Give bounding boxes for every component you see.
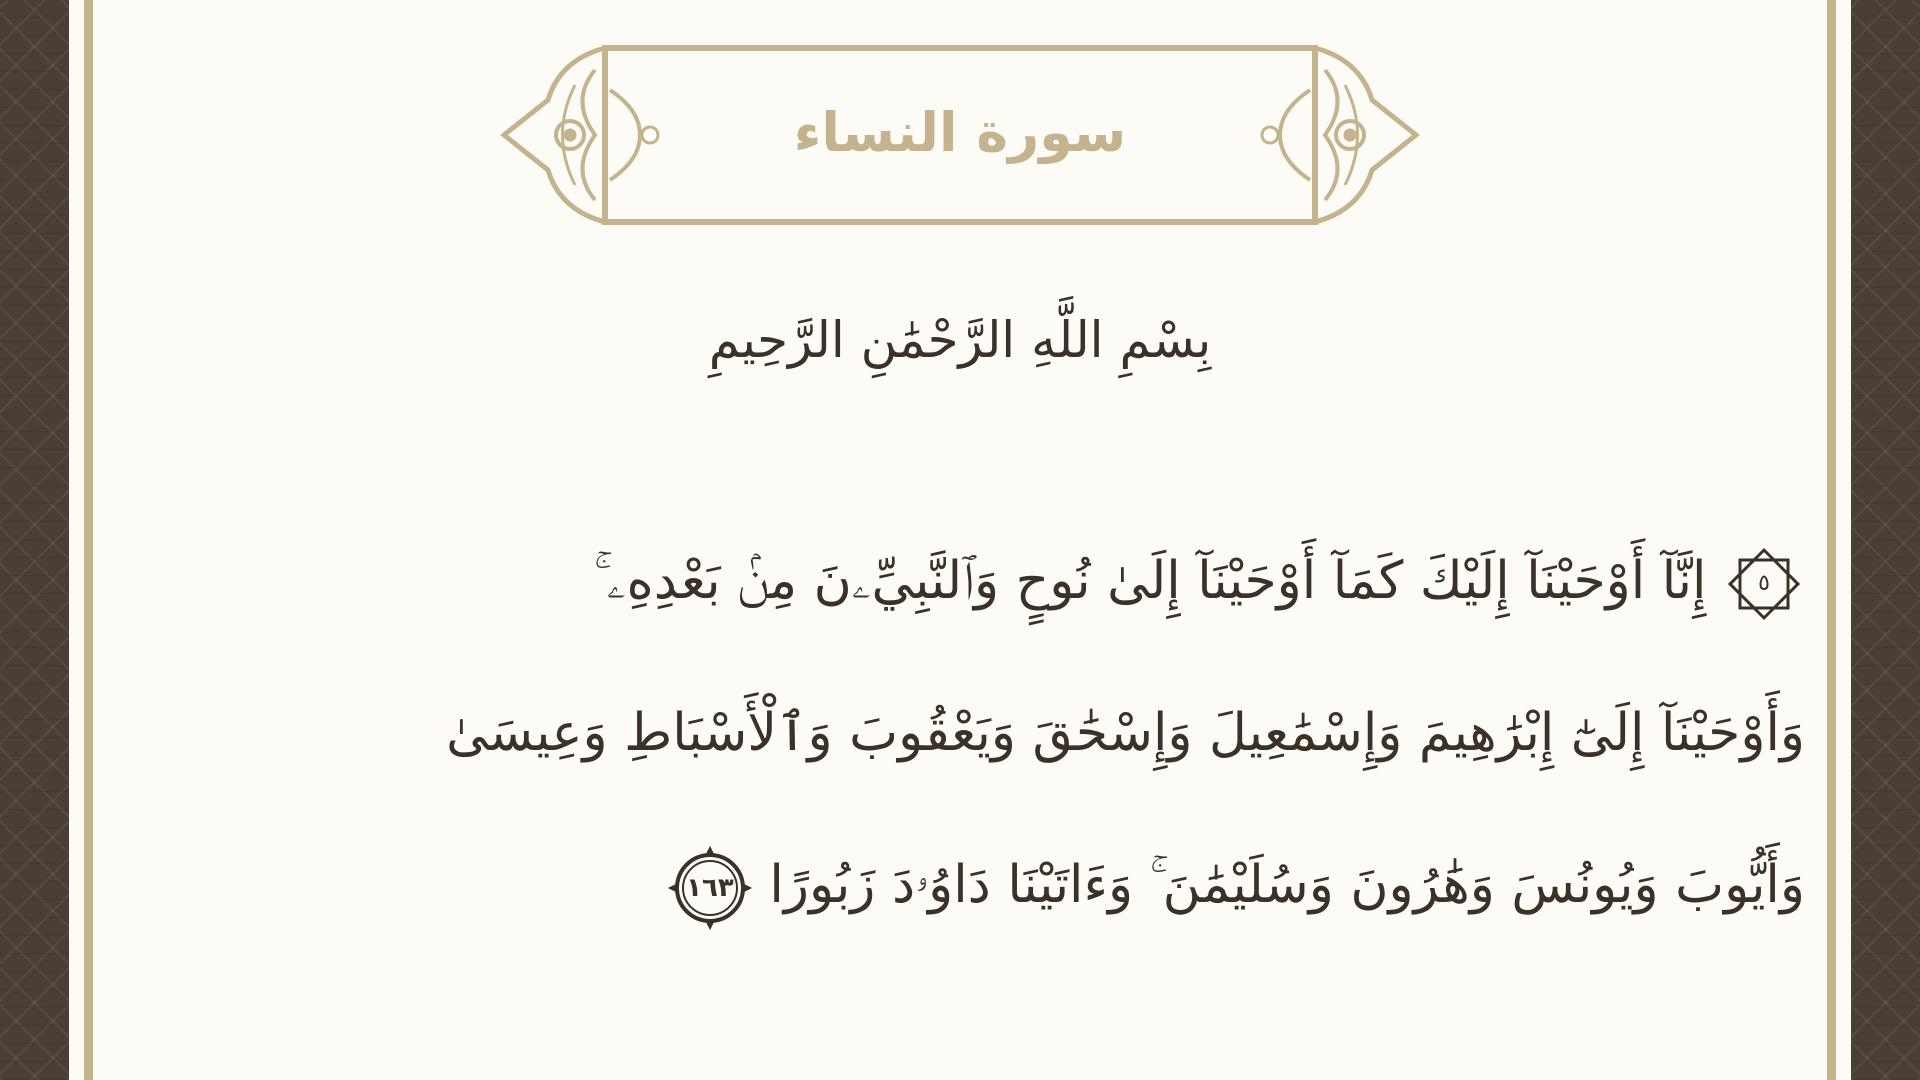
ayah-number: ١٦٣ (686, 873, 734, 903)
verse-line-1 (185, 505, 1805, 657)
verse-line-2 (185, 657, 1805, 809)
rub-marker-number: ٥ (1758, 571, 1770, 596)
left-gold-rule (84, 0, 93, 1080)
right-gold-rule (1827, 0, 1836, 1080)
verse-line-1-text: إِنَّآ أَوْحَيْنَآ إِلَيْكَ كَمَآ أَوْحَيْنَآ إِلَىٰ نُوحٍ وَٱلنَّبِيِّۦنَ مِنۢ بَعْدِهِۦ ۚ (593, 551, 1707, 611)
surah-header (500, 40, 1420, 230)
verse-text (185, 505, 1805, 961)
verse-line-3-text: وَأَيُّوبَ وَيُونُسَ وَهَٰرُونَ وَسُلَيْمَٰنَ ۚ وَءَاتَيْنَا دَاوُۥدَ زَبُورًا (769, 855, 1805, 915)
basmala: بِسْمِ اللَّهِ الرَّحْمَٰنِ الرَّحِيمِ (708, 311, 1212, 369)
verse-line-3 (185, 809, 1805, 961)
verse-line-2-text: وَأَوْحَيْنَآ إِلَىٰٓ إِبْرَٰهِيمَ وَإِسْمَٰعِيلَ وَإِسْحَٰقَ وَيَعْقُوبَ وَٱلْأَسْبَاطِ وَعِيسَىٰ (446, 703, 1805, 763)
surah-title: سورة النساء (793, 101, 1127, 164)
right-pattern-border (1851, 0, 1920, 1080)
left-pattern-border (0, 0, 69, 1080)
ayah-end-icon (667, 845, 753, 931)
rub-el-hizb-icon (1723, 543, 1805, 625)
